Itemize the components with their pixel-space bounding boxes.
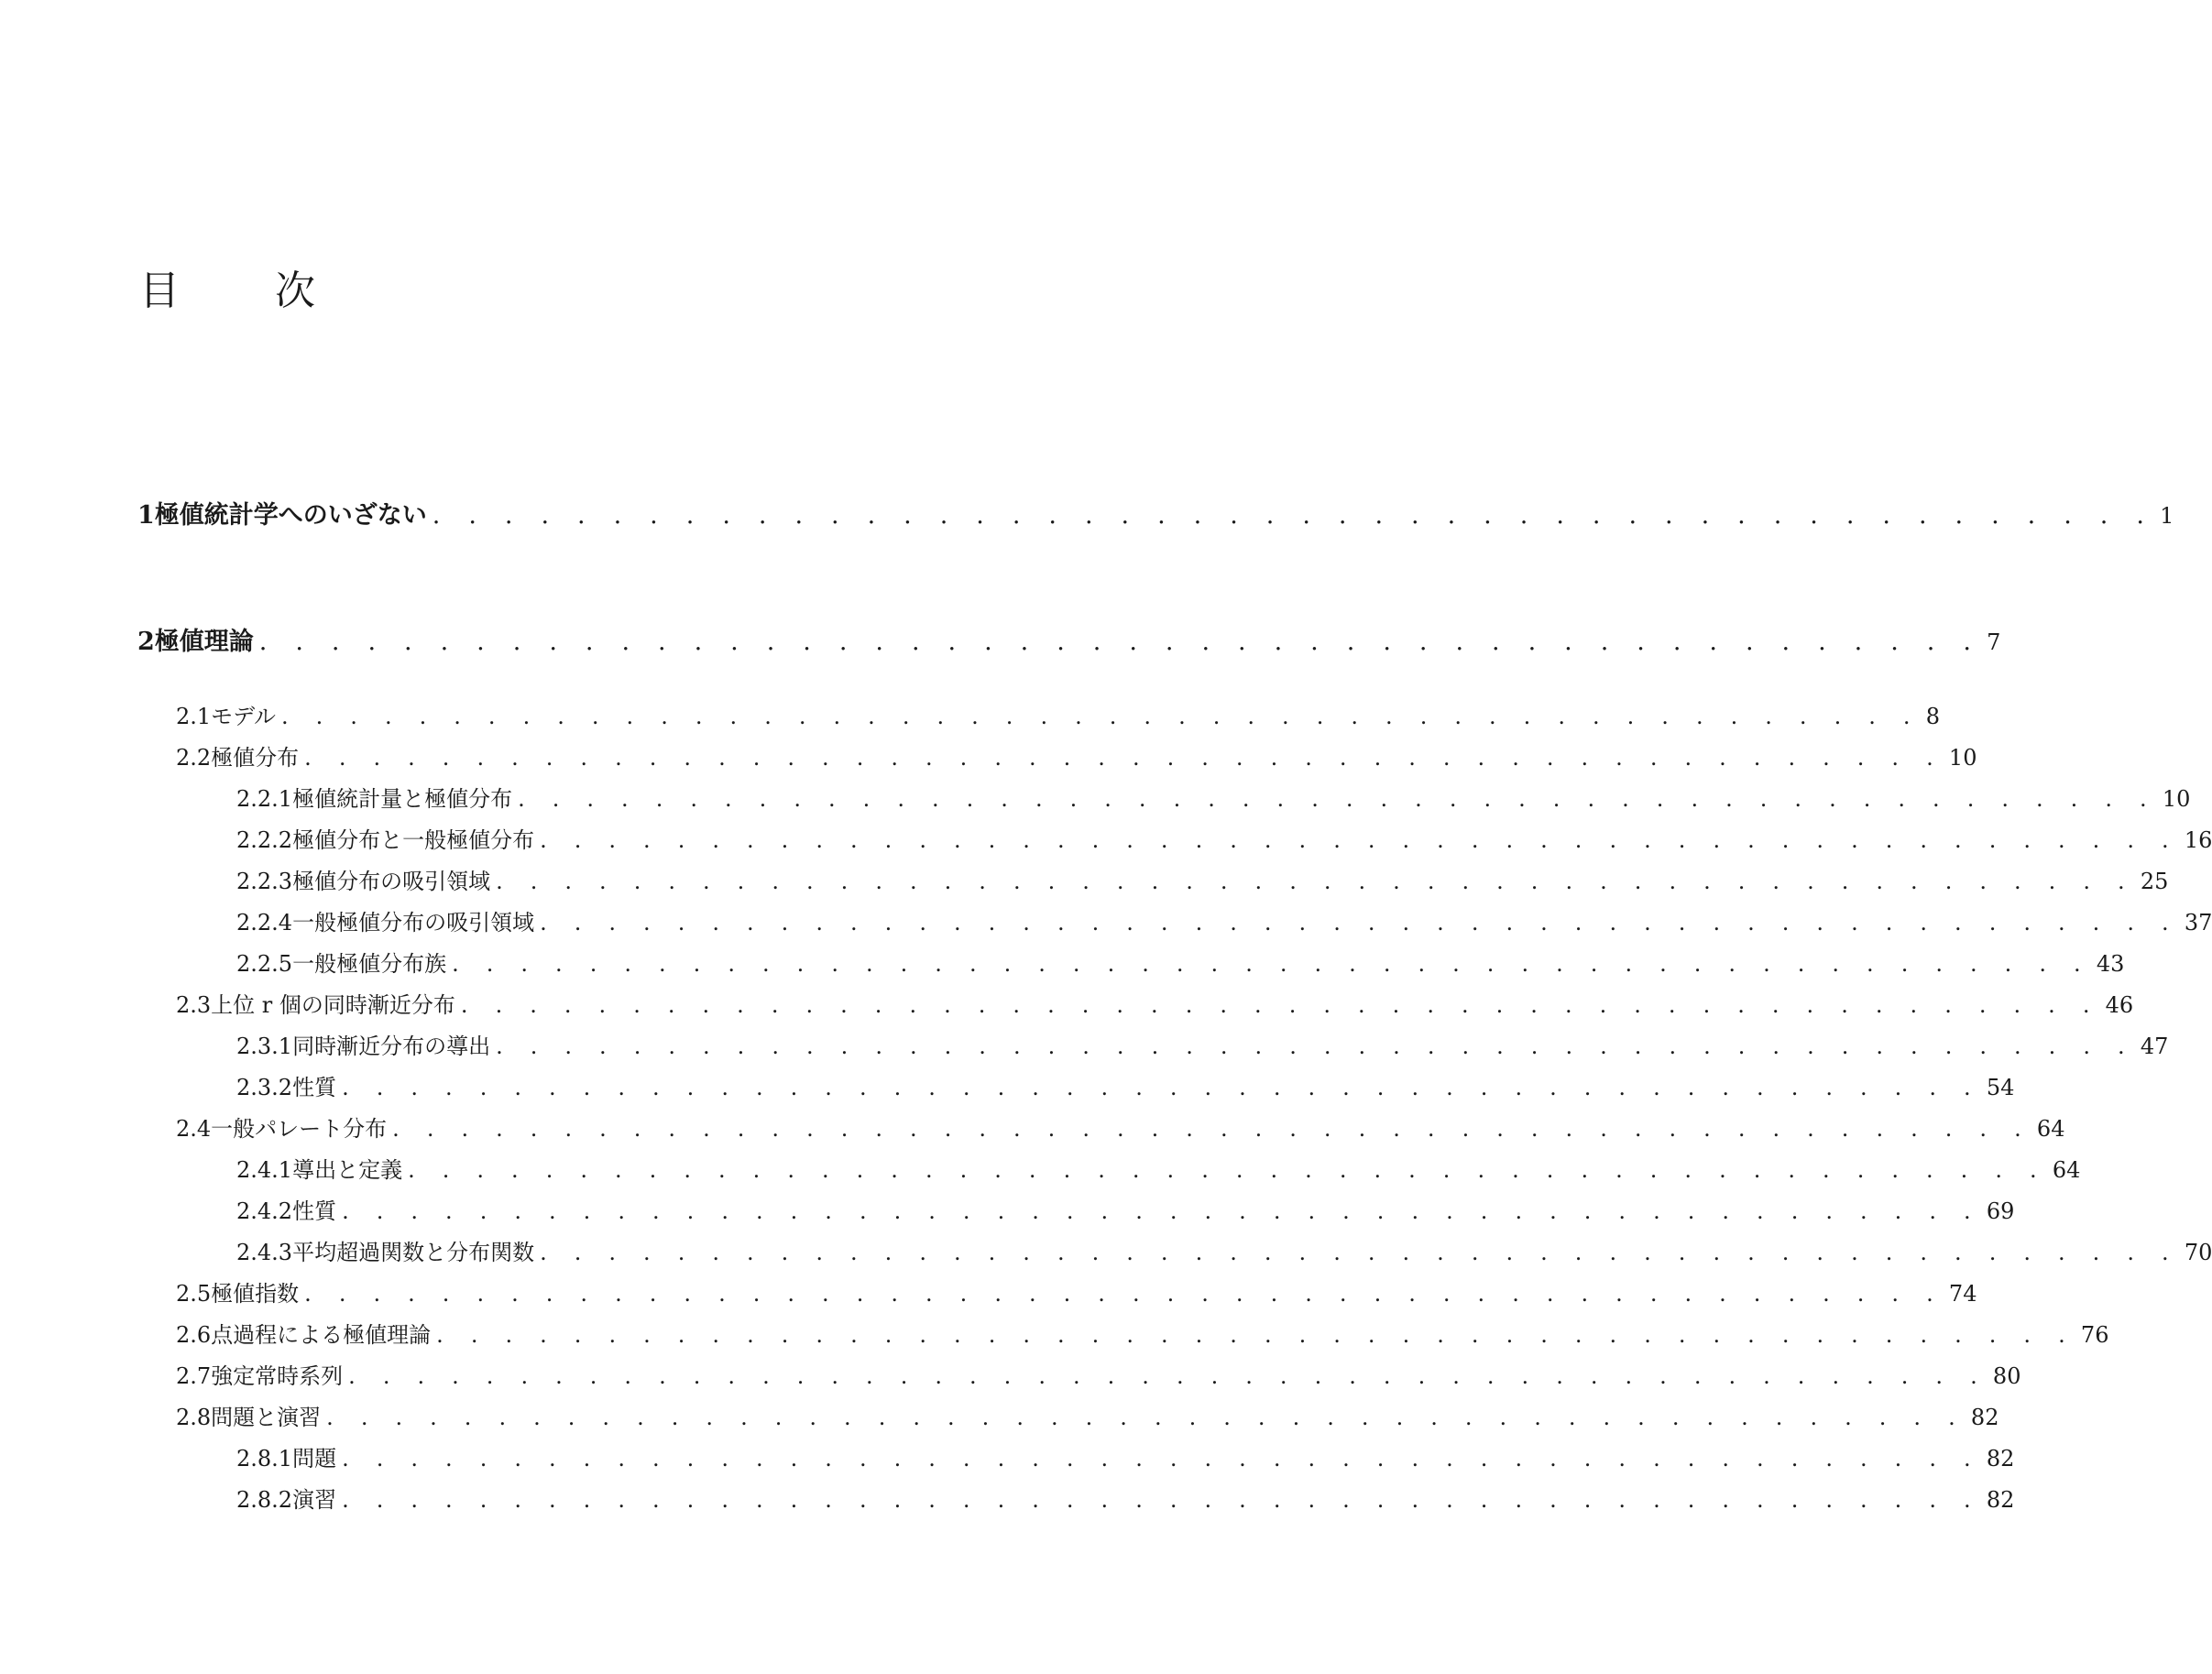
entry-page: 1	[2160, 503, 2174, 529]
entry-number: 2.4.3	[236, 1240, 293, 1265]
entry-title: 極値統計量と極値分布	[292, 786, 513, 812]
entry-page: 82	[1970, 1405, 1999, 1430]
entry-page: 82	[1986, 1446, 2015, 1472]
toc-entry-chapter-1[interactable]	[137, 495, 2174, 531]
entry-title: 点過程による極値理論	[211, 1322, 432, 1348]
entry-number: 2.2	[176, 745, 212, 771]
entry-title: 一般極値分布の吸引領域	[292, 910, 535, 935]
toc-entry-subsection-2-2-3[interactable]	[236, 863, 2169, 895]
entry-title: 演習	[292, 1487, 337, 1513]
page-title: 目 次	[139, 268, 343, 314]
entry-page: 82	[1986, 1487, 2015, 1513]
toc-entry-section-2-7[interactable]	[176, 1358, 2021, 1390]
entry-number: 2.8.2	[236, 1487, 293, 1513]
dot-leader: . . . . . . . . . . . . . . . . . . . . . . . . . . . . . . . . . . . . . . . . . . . . . . . .	[258, 628, 1982, 656]
entry-number: 2	[137, 628, 155, 656]
dot-leader: . . . . . . . . . . . . . . . . . . . . . . . . . . . . . . . . . . . . . . . . . . . . . . . .	[348, 1363, 1988, 1389]
entry-page: 10	[2162, 786, 2191, 812]
toc-entry-section-2-4[interactable]	[176, 1111, 2065, 1143]
toc-entry-subsection-2-3-1[interactable]	[236, 1028, 2169, 1060]
toc-entry-section-2-3[interactable]	[176, 987, 2134, 1019]
entry-page: 43	[2096, 951, 2125, 977]
entry-page: 76	[2080, 1322, 2109, 1348]
entry-number: 2.2.4	[236, 910, 293, 935]
dot-leader: . . . . . . . . . . . . . . . . . . . . . . . . . . . . . . . . . . . . . . . . . . . . . . . .	[540, 1240, 2179, 1265]
entry-number: 2.1	[176, 704, 212, 729]
entry-number: 2.2.3	[236, 869, 293, 894]
dot-leader: . . . . . . . . . . . . . . . . . . . . . . . . . . . . . . . . . . . . . . . . . . . . . . . .	[342, 1487, 1981, 1513]
dot-leader: . . . . . . . . . . . . . . . . . . . . . . . . . . . . . . . . . . . . . . . . . . . . . . . .	[496, 1034, 2135, 1059]
entry-page: 46	[2105, 992, 2134, 1018]
entry-title: 一般極値分布族	[292, 951, 447, 977]
dot-leader: . . . . . . . . . . . . . . . . . . . . . . . . . . . . . . . . . . . . . . . . . . . . . . . .	[452, 951, 2091, 977]
entry-title: 上位 r 個の同時漸近分布	[211, 992, 455, 1018]
toc-entry-section-2-5[interactable]	[176, 1275, 1977, 1307]
entry-number: 2.8	[176, 1405, 212, 1430]
entry-page: 37	[2184, 910, 2212, 935]
entry-page: 47	[2140, 1034, 2169, 1059]
entry-title: 極値指数	[211, 1281, 300, 1307]
entry-number: 2.5	[176, 1281, 212, 1307]
entry-page: 8	[1925, 704, 1941, 729]
entry-title: 強定常時系列	[211, 1363, 344, 1389]
entry-page: 25	[2140, 869, 2169, 894]
dot-leader: . . . . . . . . . . . . . . . . . . . . . . . . . . . . . . . . . . . . . . . . . . . . . . . .	[408, 1157, 2047, 1183]
entry-title: 極値分布と一般極値分布	[292, 827, 535, 853]
toc-entry-subsection-2-8-2[interactable]	[236, 1482, 2015, 1514]
toc-entry-section-2-8[interactable]	[176, 1399, 1999, 1431]
entry-page: 70	[2184, 1240, 2212, 1265]
toc-entry-section-2-6[interactable]	[176, 1317, 2109, 1349]
entry-title: 平均超過関数と分布関数	[292, 1240, 535, 1265]
entry-number: 2.4.2	[236, 1198, 293, 1224]
toc-entry-subsection-2-2-4[interactable]	[236, 904, 2212, 936]
entry-number: 2.3	[176, 992, 212, 1018]
dot-leader: . . . . . . . . . . . . . . . . . . . . . . . . . . . . . . . . . . . . . . . . . . . . . . . .	[436, 1322, 2075, 1348]
toc-entry-subsection-2-2-1[interactable]	[236, 781, 2191, 813]
entry-page: 54	[1986, 1075, 2015, 1100]
entry-number: 2.2.5	[236, 951, 293, 977]
toc-entry-subsection-2-2-2[interactable]	[236, 822, 2212, 854]
entry-page: 64	[2052, 1157, 2081, 1183]
entry-number: 1	[137, 501, 155, 530]
entry-page: 74	[1948, 1281, 1977, 1307]
entry-page: 16	[2184, 827, 2212, 853]
entry-title: 極値理論	[154, 628, 254, 656]
dot-leader: . . . . . . . . . . . . . . . . . . . . . . . . . . . . . . . . . . . . . . . . . . . . . . . .	[518, 786, 2157, 812]
dot-leader: . . . . . . . . . . . . . . . . . . . . . . . . . . . . . . . . . . . . . . . . . . . . . . . .	[304, 1281, 1944, 1307]
entry-number: 2.3.1	[236, 1034, 293, 1059]
entry-number: 2.7	[176, 1363, 212, 1389]
entry-title: 極値分布	[211, 745, 300, 771]
dot-leader: . . . . . . . . . . . . . . . . . . . . . . . . . . . . . . . . . . . . . . . . . . . . . . . .	[392, 1116, 2031, 1142]
toc-entry-subsection-2-8-1[interactable]	[236, 1440, 2015, 1472]
toc-entry-subsection-2-4-2[interactable]	[236, 1193, 2015, 1225]
entry-number: 2.6	[176, 1322, 212, 1348]
entry-title: 性質	[292, 1075, 337, 1100]
entry-number: 2.3.2	[236, 1075, 293, 1100]
entry-number: 2.8.1	[236, 1446, 293, 1472]
entry-page: 64	[2036, 1116, 2065, 1142]
dot-leader: . . . . . . . . . . . . . . . . . . . . . . . . . . . . . . . . . . . . . . . . . . . . . . . .	[342, 1446, 1981, 1472]
dot-leader: . . . . . . . . . . . . . . . . . . . . . . . . . . . . . . . . . . . . . . . . . . . . . . . .	[540, 910, 2179, 935]
entry-title: 問題と演習	[211, 1405, 322, 1430]
entry-number: 2.2.2	[236, 827, 293, 853]
entry-title: 極値統計学へのいざない	[154, 501, 427, 530]
dot-leader: . . . . . . . . . . . . . . . . . . . . . . . . . . . . . . . . . . . . . . . . . . . . . . . .	[280, 704, 1921, 729]
entry-title: 導出と定義	[292, 1157, 403, 1183]
toc-entry-section-2-2[interactable]	[176, 739, 1977, 771]
entry-title: 問題	[292, 1446, 337, 1472]
toc-entry-subsection-2-4-1[interactable]	[236, 1152, 2081, 1184]
toc-entry-section-2-1[interactable]	[176, 698, 1941, 730]
entry-title: モデル	[211, 704, 276, 729]
dot-leader: . . . . . . . . . . . . . . . . . . . . . . . . . . . . . . . . . . . . . . . . . . . . . . . .	[326, 1405, 1966, 1430]
entry-page: 10	[1948, 745, 1977, 771]
entry-page: 69	[1986, 1198, 2015, 1224]
entry-title: 一般パレート分布	[211, 1116, 388, 1142]
toc-entry-subsection-2-2-5[interactable]	[236, 946, 2125, 978]
dot-leader: . . . . . . . . . . . . . . . . . . . . . . . . . . . . . . . . . . . . . . . . . . . . . . . .	[342, 1075, 1981, 1100]
entry-number: 2.4.1	[236, 1157, 293, 1183]
toc-entry-chapter-2[interactable]	[137, 621, 2001, 657]
entry-page: 80	[1992, 1363, 2021, 1389]
dot-leader: . . . . . . . . . . . . . . . . . . . . . . . . . . . . . . . . . . . . . . . . . . . . . . . .	[496, 869, 2135, 894]
toc-entry-subsection-2-4-3[interactable]	[236, 1234, 2212, 1266]
toc-entry-subsection-2-3-2[interactable]	[236, 1069, 2015, 1101]
entry-title: 同時漸近分布の導出	[292, 1034, 491, 1059]
entry-title: 性質	[292, 1198, 337, 1224]
entry-number: 2.2.1	[236, 786, 293, 812]
dot-leader: . . . . . . . . . . . . . . . . . . . . . . . . . . . . . . . . . . . . . . . . . . . . . . . .	[432, 501, 2155, 530]
dot-leader: . . . . . . . . . . . . . . . . . . . . . . . . . . . . . . . . . . . . . . . . . . . . . . . .	[304, 745, 1944, 771]
entry-page: 7	[1987, 629, 2001, 655]
dot-leader: . . . . . . . . . . . . . . . . . . . . . . . . . . . . . . . . . . . . . . . . . . . . . . . .	[342, 1198, 1981, 1224]
entry-title: 極値分布の吸引領域	[292, 869, 491, 894]
dot-leader: . . . . . . . . . . . . . . . . . . . . . . . . . . . . . . . . . . . . . . . . . . . . . . . .	[540, 827, 2179, 853]
dot-leader: . . . . . . . . . . . . . . . . . . . . . . . . . . . . . . . . . . . . . . . . . . . . . . . .	[460, 992, 2100, 1018]
entry-number: 2.4	[176, 1116, 212, 1142]
